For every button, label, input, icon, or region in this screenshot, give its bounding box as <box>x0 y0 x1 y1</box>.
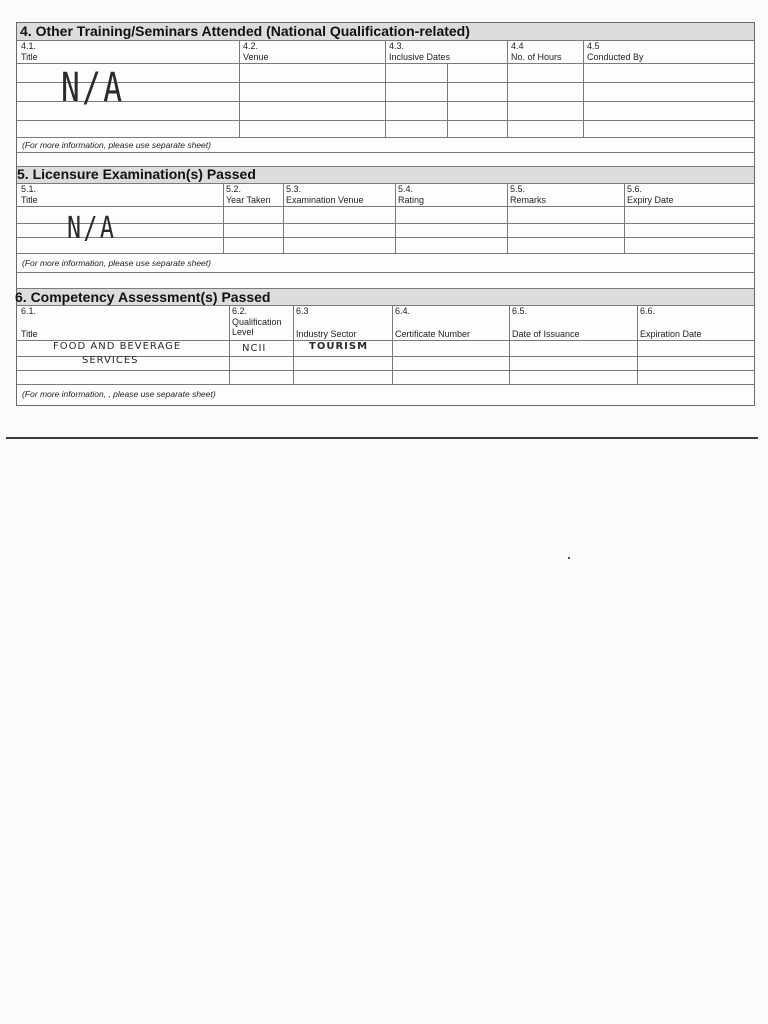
divider <box>507 40 508 137</box>
col-6-5-num: 6.5. <box>512 306 528 316</box>
col-6-2-label: Qualification Level <box>232 317 282 337</box>
col-6-5-label: Date of Issuance <box>512 329 580 339</box>
scan-speck <box>568 557 570 559</box>
divider <box>17 272 754 273</box>
divider <box>385 40 386 137</box>
divider <box>447 63 448 137</box>
col-6-6-num: 6.6. <box>640 306 656 316</box>
col-5-3-num: 5.3. <box>286 184 302 194</box>
section-6-heading: 6. Competency Assessment(s) Passed <box>15 289 271 305</box>
col-4-2-num: 4.2. <box>243 41 259 51</box>
divider <box>229 305 230 384</box>
divider <box>283 183 284 253</box>
col-4-1-num: 4.1. <box>21 41 37 51</box>
col-5-2-label: Year Taken <box>226 195 271 205</box>
col-5-6-num: 5.6. <box>627 184 643 194</box>
col-6-3-label: Industry Sector <box>296 329 357 339</box>
divider <box>17 152 754 153</box>
col-4-4-label: No. of Hours <box>511 52 562 62</box>
col-5-1-num: 5.1. <box>21 184 37 194</box>
divider <box>637 305 638 384</box>
section-4-heading: 4. Other Training/Seminars Attended (National Qualification-related) <box>20 23 470 39</box>
col-6-3-num: 6.3 <box>296 306 309 316</box>
divider <box>239 40 240 137</box>
col-5-5-num: 5.5. <box>510 184 526 194</box>
divider <box>395 183 396 253</box>
section-5-heading: 5. Licensure Examination(s) Passed <box>17 166 256 182</box>
col-5-1-label: Title <box>21 195 38 205</box>
col-6-2-num: 6.2. <box>232 306 248 316</box>
col-5-5-label: Remarks <box>510 195 547 205</box>
col-6-1-num: 6.1. <box>21 306 37 316</box>
divider <box>17 223 754 224</box>
competency-level: NCII <box>242 343 267 354</box>
divider <box>583 40 584 137</box>
divider <box>17 384 754 385</box>
divider <box>507 183 508 253</box>
col-4-5-num: 4.5 <box>587 41 600 51</box>
col-6-4-num: 6.4. <box>395 306 411 316</box>
col-6-6-label: Expiration Date <box>640 329 702 339</box>
col-5-4-label: Rating <box>398 195 425 205</box>
divider <box>17 253 754 254</box>
section-4-note: (For more information, please use separate sheet) <box>22 140 211 150</box>
col-5-2-num: 5.2. <box>226 184 242 194</box>
col-5-4-num: 5.4. <box>398 184 414 194</box>
divider <box>17 237 754 238</box>
col-4-1-label: Title <box>21 52 38 62</box>
section-6-note: (For more information, , please use separate sheet) <box>22 389 216 399</box>
competency-title-line2: SERVICES <box>82 355 139 366</box>
scan-edge-line <box>6 437 758 439</box>
competency-title-line1: FOOD AND BEVERAGE <box>53 341 182 352</box>
divider <box>17 183 754 184</box>
col-4-3-num: 4.3. <box>389 41 405 51</box>
divider <box>293 305 294 384</box>
section-5-handwritten-na: N/A <box>67 211 117 246</box>
divider <box>392 305 393 384</box>
training-form <box>16 22 755 406</box>
col-4-3-label: Inclusive Dates <box>389 52 451 62</box>
col-4-4-num: 4.4 <box>511 41 524 51</box>
divider <box>223 183 224 253</box>
col-6-1-label: Title <box>21 329 38 339</box>
competency-sector: TOURISM <box>309 341 369 352</box>
divider <box>17 137 754 138</box>
divider <box>17 206 754 207</box>
col-5-6-label: Expiry Date <box>627 195 674 205</box>
col-5-3-label: Examination Venue <box>286 195 364 205</box>
col-4-5-label: Conducted By <box>587 52 644 62</box>
section-5-note: (For more information, please use separate sheet) <box>22 258 211 268</box>
divider <box>624 183 625 253</box>
col-6-4-label: Certificate Number <box>395 329 471 339</box>
divider <box>17 370 754 371</box>
divider <box>509 305 510 384</box>
section-4-handwritten-na: N/A <box>61 65 125 111</box>
col-4-2-label: Venue <box>243 52 269 62</box>
